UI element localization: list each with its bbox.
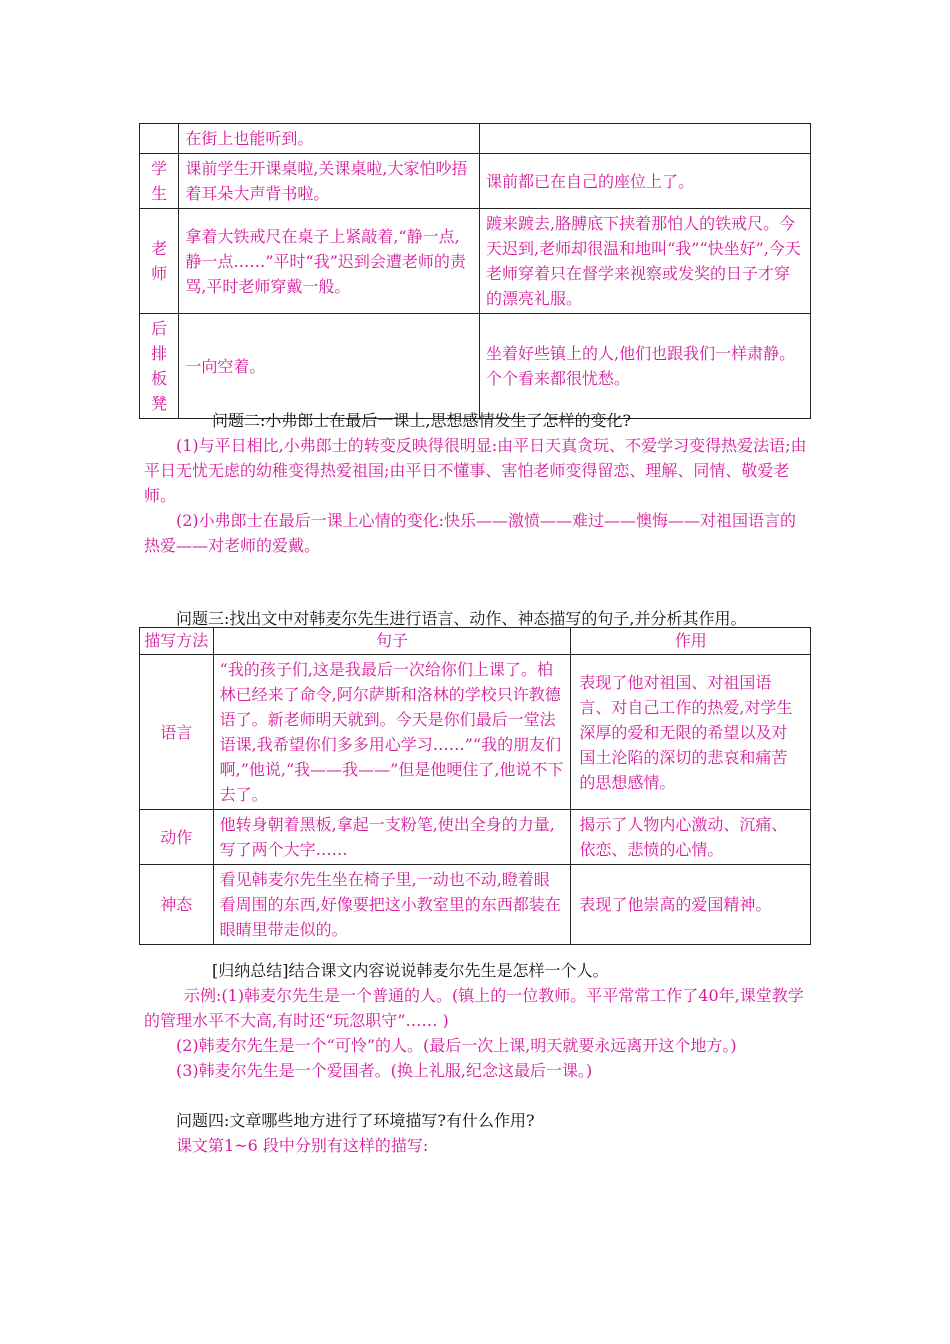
method-cell: 神态 <box>140 865 214 945</box>
answer-paragraph-1: (1)与平日相比,小弗郎士的转变反映得很明显:由平日天真贪玩、不爱学习变得热爱法语;由平日无忧无虑的幼稚变得热爱祖国;由平日不懂事、害怕老师变得留恋、理解、同情、敬爱老师。 <box>144 436 807 505</box>
answer-paragraph-2: (2)小弗郎士在最后一课上心情的变化:快乐——激愤——难过——懊悔——对祖国语言的热爱——对老师的爱戴。 <box>144 511 797 555</box>
summary-title: [归纳总结]结合课文内容说说韩麦尔先生是怎样一个人。 <box>212 961 609 980</box>
cell-before: 在街上也能听到。 <box>179 124 480 154</box>
table-row <box>140 314 811 419</box>
row-label <box>140 124 179 154</box>
header-sentence: 句子 <box>213 628 571 655</box>
row-label: 老师 <box>140 209 179 314</box>
sentence-cell: 看见韩麦尔先生坐在椅子里,一动也不动,瞪着眼看周围的东西,好像要把这小教室里的东西都装在眼睛里带走似的。 <box>213 865 571 945</box>
header-effect: 作用 <box>571 628 811 655</box>
description-table <box>139 627 811 945</box>
table-row <box>140 810 811 865</box>
sentence-cell: “我的孩子们,这是我最后一次给你们上课了。柏林已经来了命令,阿尔萨斯和洛林的学校只许教德语了。新老师明天就到。今天是你们最后一堂法语课,我希望你们多多用心学习……”“我的朋友们啊,”他说,“我——我——”但是他哽住了,他说不下去了。 <box>213 655 571 810</box>
row-label: 学生 <box>140 154 179 209</box>
summary-examples <box>144 983 812 1083</box>
example-2: (2)韩麦尔先生是一个“可怜”的人。(最后一次上课,明天就要永远离开这个地方。) <box>176 1036 737 1055</box>
table-row <box>140 865 811 945</box>
comparison-table <box>139 123 811 419</box>
effect-cell: 表现了他对祖国、对祖国语言、对自己工作的热爱,对学生深厚的爱和无限的希望以及对国土沦陷的深切的悲哀和痛苦的思想感情。 <box>571 655 811 810</box>
table-row <box>140 154 811 209</box>
cell-after: 坐着好些镇上的人,他们也跟我们一样肃静。个个看来都很忧愁。 <box>480 314 811 419</box>
effect-cell: 揭示了人物内心激动、沉痛、依恋、悲愤的心情。 <box>571 810 811 865</box>
table-row <box>140 124 811 154</box>
table-header-row <box>140 628 811 655</box>
example-1: 示例:(1)韩麦尔先生是一个普通的人。(镇上的一位教师。平平常常工作了40年,课堂教学的管理水平不大高,有时还“玩忽职守”…… ) <box>144 986 804 1030</box>
sentence-cell: 他转身朝着黑板,拿起一支粉笔,使出全身的力量,写了两个大字…… <box>213 810 571 865</box>
cell-before: 一向空着。 <box>179 314 480 419</box>
table-row <box>140 655 811 810</box>
question-2-title: 问题二:小弗郎士在最后一课上,思想感情发生了怎样的变化? <box>212 411 632 430</box>
table-row <box>140 209 811 314</box>
cell-after <box>480 124 811 154</box>
question-2-answer <box>144 433 812 558</box>
question-3-title: 问题三:找出文中对韩麦尔先生进行语言、动作、神态描写的句子,并分析其作用。 <box>176 609 747 628</box>
cell-after: 踱来踱去,胳膊底下挟着那怕人的铁戒尺。今天迟到,老师却很温和地叫“我”“快坐好”,今天老师穿着只在督学来视察或发奖的日子才穿的漂亮礼服。 <box>480 209 811 314</box>
cell-before: 课前学生开课桌啦,关课桌啦,大家怕吵捂着耳朵大声背书啦。 <box>179 154 480 209</box>
cell-before: 拿着大铁戒尺在桌子上紧敲着,“静一点,静一点……”平时“我”迟到会遭老师的责骂,平时老师穿戴一般。 <box>179 209 480 314</box>
method-cell: 动作 <box>140 810 214 865</box>
effect-cell: 表现了他崇高的爱国精神。 <box>571 865 811 945</box>
row-label: 后排板凳 <box>140 314 179 419</box>
example-3: (3)韩麦尔先生是一个爱国者。(换上礼服,纪念这最后一课。) <box>176 1061 593 1080</box>
question-4-title: 问题四:文章哪些地方进行了环境描写?有什么作用? <box>176 1111 535 1130</box>
question-4-answer: 课文第1~6 段中分别有这样的描写: <box>176 1136 429 1155</box>
cell-after: 课前都已在自己的座位上了。 <box>480 154 811 209</box>
method-cell: 语言 <box>140 655 214 810</box>
header-method: 描写方法 <box>140 628 214 655</box>
